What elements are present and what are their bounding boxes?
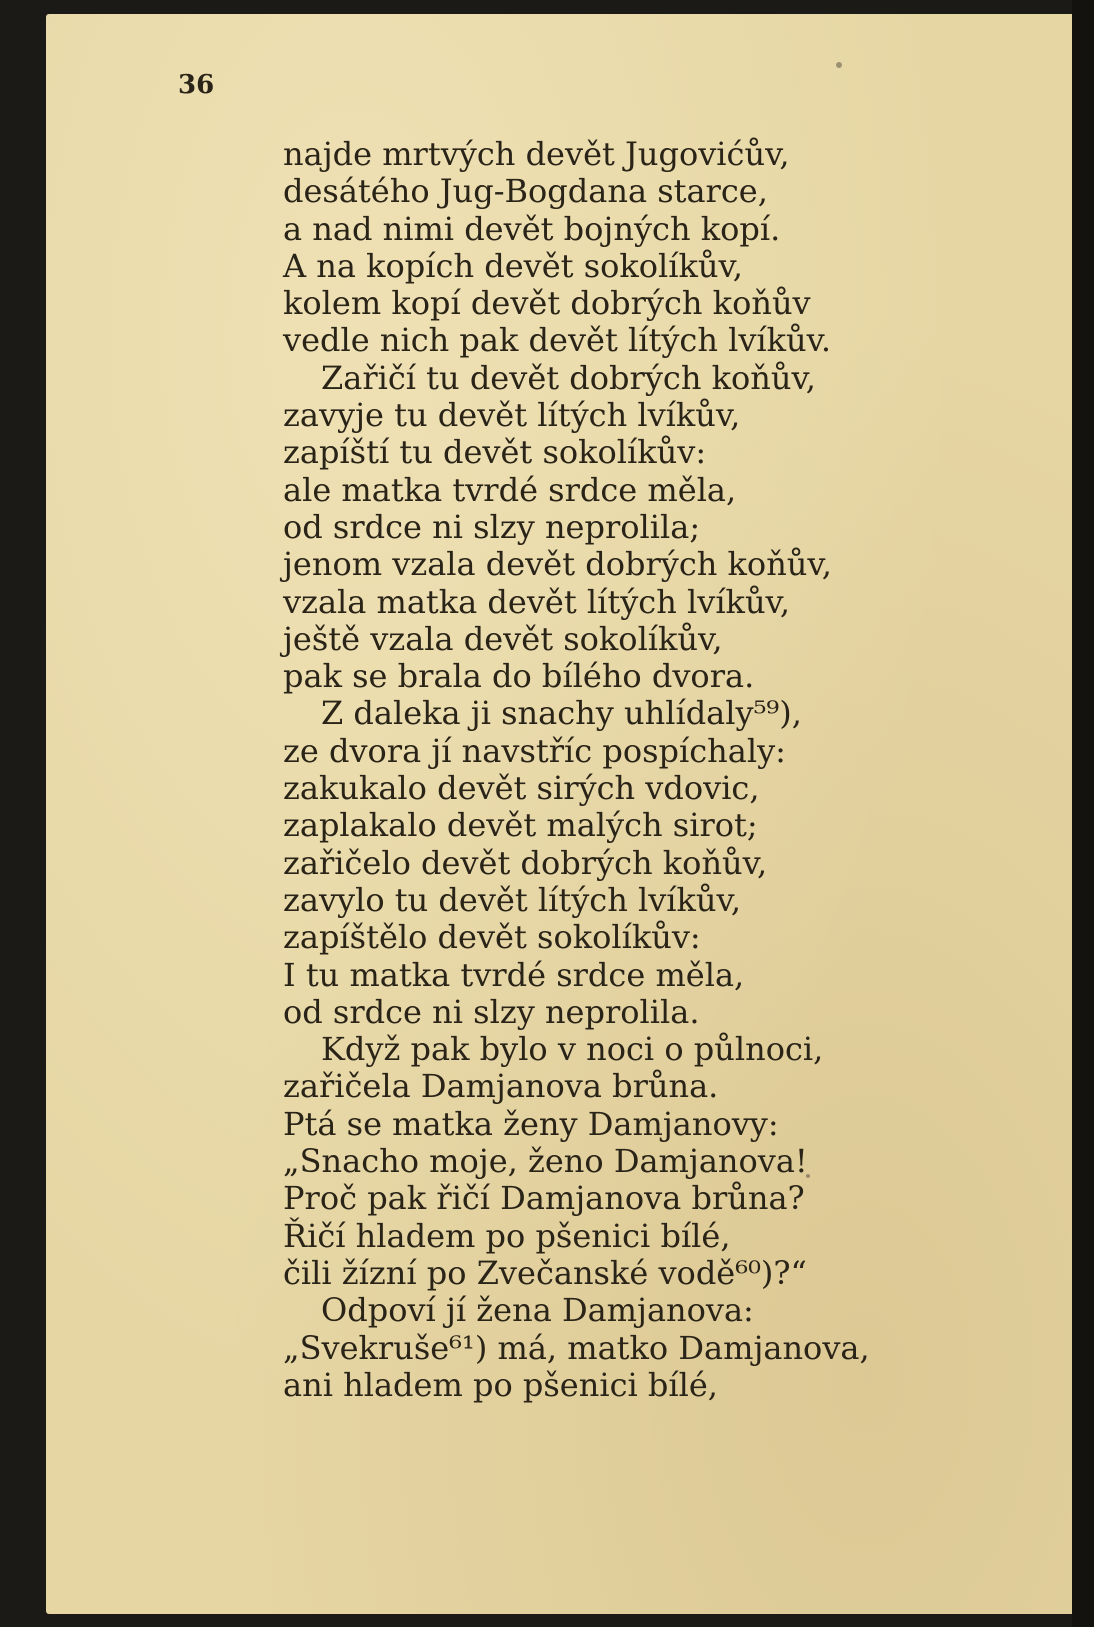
verse-line: od srdce ni slzy neprolila;	[283, 507, 701, 546]
verse-line: Když pak bylo v noci o půlnoci,	[321, 1030, 824, 1069]
verse-line: Ptá se matka ženy Damjanovy:	[283, 1104, 779, 1143]
verse-line: zavylo tu devět lítých lvíkův,	[283, 880, 741, 919]
verse-line: vedle nich pak devět lítých lvíkův.	[283, 321, 832, 360]
verse-line: zapíští tu devět sokolíkův:	[283, 433, 707, 472]
verse-line: zakukalo devět sirých vdovic,	[283, 769, 760, 808]
verse-line: kolem kopí devět dobrých koňův	[283, 284, 811, 323]
verse-line: Z daleka ji snachy uhlídaly⁵⁹),	[321, 694, 802, 733]
verse-line: zaplakalo devět malých sirot;	[283, 806, 758, 845]
verse-line: ale matka tvrdé srdce měla,	[283, 470, 737, 509]
verse-line: desátého Jug-Bogdana starce,	[283, 172, 768, 211]
verse-line: jenom vzala devět dobrých koňův,	[283, 545, 832, 584]
verse-line: čili žízní po Zvečanské vodě⁶⁰)?“	[283, 1253, 807, 1292]
verse-line: A na kopích devět sokolíkův,	[283, 246, 743, 285]
verse-line: „Svekruše⁶¹) má, matko Damjanova,	[283, 1328, 870, 1367]
verse-line: I tu matka tvrdé srdce měla,	[283, 955, 745, 994]
verse-line: Odpoví jí žena Damjanova:	[321, 1291, 754, 1330]
poem-text	[283, 136, 1063, 1404]
verse-line: ani hladem po pšenici bílé,	[283, 1365, 718, 1404]
page-number: 36	[178, 70, 215, 100]
verse-line: zavyje tu devět lítých lvíkův,	[283, 396, 741, 435]
verse-line: Zařičí tu devět dobrých koňův,	[321, 358, 816, 397]
verse-line: vzala matka devět lítých lvíkův,	[283, 582, 790, 621]
book-spine-edge	[1072, 0, 1094, 1627]
verse-line: ještě vzala devět sokolíkův,	[283, 619, 723, 658]
verse-line: zapíštělo devět sokolíkův:	[283, 918, 701, 957]
verse-line: najde mrtvých devět Jugovićův,	[283, 135, 790, 173]
verse-line: Proč pak řičí Damjanova brůna?	[283, 1179, 805, 1218]
verse-line: „Snacho moje, ženo Damjanova!	[283, 1142, 808, 1181]
verse-line: ze dvora jí navstříc pospíchaly:	[283, 731, 786, 770]
paper-speck	[836, 62, 842, 68]
verse-line: od srdce ni slzy neprolila.	[283, 992, 700, 1031]
verse-line: Řičí hladem po pšenici bílé,	[283, 1216, 731, 1255]
verse-line: pak se brala do bílého dvora.	[283, 657, 755, 696]
verse-line: a nad nimi devět bojných kopí.	[283, 209, 781, 248]
verse-line: zařičelo devět dobrých koňův,	[283, 843, 768, 882]
verse-line: zařičela Damjanova brůna.	[283, 1067, 719, 1106]
